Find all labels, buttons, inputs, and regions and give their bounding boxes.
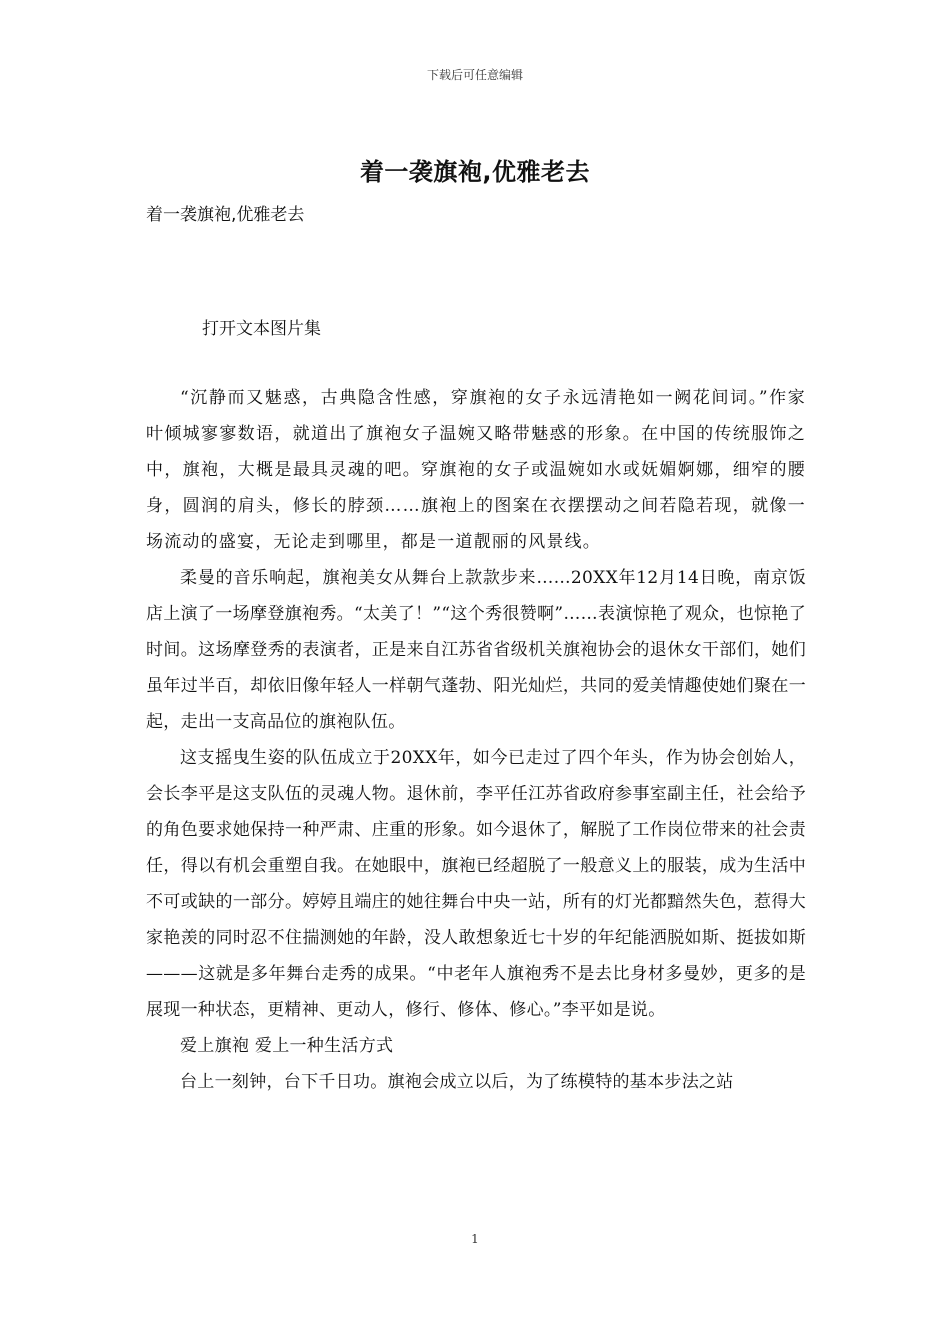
section-heading: 爱上旗袍 爱上一种生活方式 <box>180 1036 394 1056</box>
article-title: 着一袭旗袍,优雅老去 <box>359 158 591 186</box>
article-body <box>146 380 806 1100</box>
paragraph-team: 这支摇曳生姿的队伍成立于20XX年，如今已走过了四个年头，作为协会创始人，会长李平是这支队伍的灵魂人物。退休前，李平任江苏省政府参事室副主任，社会给予的角色要求她保持一种严肃、庄重的形象。如今退休了，解脱了工作岗位带来的社会责任，得以有机会重塑自我。在她眼中，旗袍已经超脱了一般意义上的服装，成为生活中不可或缺的一部分。婷婷且端庄的她往舞台中央一站，所有的灯光都黯然失色，惹得大家艳羡的同时忍不住揣测她的年龄，没人敢想象近七十岁的年纪能洒脱如斯、挺拔如斯———这就是多年舞台走秀的成果。“中老年人旗袍秀不是去比身材多曼妙，更多的是展现一种状态，更精神、更动人，修行、修体、修心。”李平如是说。 <box>146 748 806 1020</box>
paragraph-intro: “沉静而又魅惑，古典隐含性感，穿旗袍的女子永远清艳如一阙花间词。”作家叶倾城寥寥数语，就道出了旗袍女子温婉又略带魅惑的形象。在中国的传统服饰之中，旗袍，大概是最具灵魂的吧。穿旗袍的女子或温婉如水或妩媚婀娜，细窄的腰身，圆润的肩头，修长的脖颈……旗袍上的图案在衣摆摆动之间若隐若现，就像一场流动的盛宴，无论走到哪里，都是一道靓丽的风景线。 <box>146 388 806 552</box>
page-number: 1 <box>471 1232 479 1246</box>
article-subtitle: 着一袭旗袍,优雅老去 <box>146 205 305 225</box>
open-image-gallery-link[interactable]: 打开文本图片集 <box>202 319 321 339</box>
paragraph-practice: 台上一刻钟，台下千日功。旗袍会成立以后，为了练模特的基本步法之站 <box>180 1072 734 1092</box>
page-header-watermark: 下载后可任意编辑 <box>426 68 523 82</box>
paragraph-show: 柔曼的音乐响起，旗袍美女从舞台上款款步来……20XX年12月14日晚，南京饭店上演了一场摩登旗袍秀。“太美了！”“这个秀很赞啊”……表演惊艳了观众，也惊艳了时间。这场摩登秀的表演者，正是来自江苏省省级机关旗袍协会的退休女干部们，她们虽年过半百，却依旧像年轻人一样朝气蓬勃、阳光灿烂，共同的爱美情趣使她们聚在一起，走出一支高品位的旗袍队伍。 <box>146 568 806 732</box>
